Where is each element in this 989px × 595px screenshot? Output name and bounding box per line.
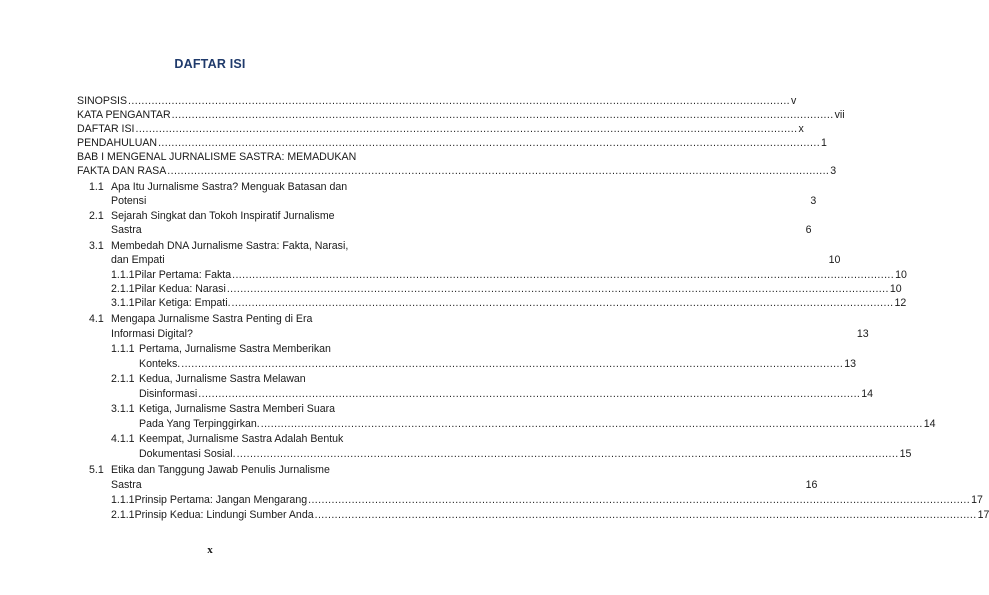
toc-entry-page: 17 <box>977 509 989 521</box>
toc-entry-label-line[interactable] <box>111 372 306 386</box>
dot-leader <box>261 417 923 431</box>
toc-entry-number: 4.1 <box>89 313 104 325</box>
toc-entry[interactable] <box>111 282 902 296</box>
toc-entry[interactable] <box>139 417 936 431</box>
toc-entry-label: dan Empati <box>111 254 165 266</box>
toc-entry-label-line[interactable] <box>89 180 347 194</box>
toc-entry[interactable] <box>139 357 857 371</box>
toc-entry-page: 13 <box>844 358 857 370</box>
toc-entry-number: 5.1 <box>89 464 104 476</box>
toc-entry-label: Pilar Ketiga: Empati. <box>134 297 231 309</box>
dot-leader <box>128 94 790 108</box>
toc-entry-number: 1.1.1 <box>111 343 135 355</box>
toc-entry-number: 2.1.1 <box>111 283 135 295</box>
toc-entry-label-line[interactable] <box>89 463 330 477</box>
toc-entry-page: v <box>791 95 797 107</box>
dot-leader <box>167 164 829 178</box>
toc-entry[interactable] <box>111 223 812 237</box>
toc-entry-page: 10 <box>889 283 902 295</box>
toc-entry-label: Mengapa Jurnalisme Sastra Penting di Era <box>111 313 313 325</box>
dot-leader <box>172 108 834 122</box>
toc-entry-label-line[interactable] <box>111 432 343 446</box>
toc-entry-page: 13 <box>856 328 869 340</box>
toc-entry-label: Membedah DNA Jurnalisme Sastra: Fakta, Narasi, <box>111 240 349 252</box>
toc-entry-label-line[interactable] <box>111 402 335 416</box>
toc-entry-page: vii <box>834 109 845 121</box>
dot-leader <box>315 508 977 522</box>
toc-entry[interactable] <box>77 136 827 150</box>
toc-entry-label: Ketiga, Jurnalisme Sastra Memberi Suara <box>139 403 336 415</box>
toc-entry-label: Pilar Kedua: Narasi <box>134 283 226 295</box>
toc-entry-number: 2.1 <box>89 210 104 222</box>
dot-leader <box>308 493 970 507</box>
toc-entry-label: DAFTAR ISI <box>77 123 135 135</box>
toc-entry[interactable] <box>139 387 874 401</box>
toc-entry-label: Sejarah Singkat dan Tokoh Inspiratif Jurnalisme <box>111 210 335 222</box>
toc-entry-page: 3 <box>830 165 837 177</box>
toc-entry-page: 17 <box>971 494 983 506</box>
page-number: x <box>207 544 213 556</box>
toc-entry-label: Pada Yang Terpinggirkan. <box>139 418 260 430</box>
toc-entry-label: Informasi Digital? <box>111 328 193 340</box>
toc-entry-label: KATA PENGANTAR <box>77 109 171 121</box>
toc-entry-page: 12 <box>894 297 907 309</box>
toc-entry-page: 14 <box>923 418 936 430</box>
toc-entry-page: x <box>798 123 804 135</box>
toc-entry-label: Keempat, Jurnalisme Sastra Adalah Bentuk <box>139 433 344 445</box>
toc-entry[interactable] <box>111 478 818 492</box>
toc-entry-label-line[interactable] <box>89 209 335 223</box>
toc-entry[interactable] <box>77 122 804 136</box>
toc-entry-label-line[interactable] <box>89 312 312 326</box>
toc-entry-label: PENDAHULUAN <box>77 137 158 149</box>
toc-entry-page: 14 <box>861 388 874 400</box>
toc-entry[interactable] <box>111 493 983 507</box>
toc-entry-page: 6 <box>805 224 812 236</box>
toc-entry-page: 3 <box>810 195 817 207</box>
toc-entry-number: 3.1 <box>89 240 104 252</box>
toc-entry-label: Potensi <box>111 195 147 207</box>
toc-entry-label: Sastra <box>111 479 142 491</box>
dot-leader <box>232 296 894 310</box>
toc-entry-page: 10 <box>828 254 841 266</box>
toc-entry-label: Prinsip Pertama: Jangan Mengarang <box>134 494 308 506</box>
toc-entry[interactable] <box>77 164 837 178</box>
toc-entry-label: SINOPSIS <box>77 95 128 107</box>
toc-entry-number: 4.1.1 <box>111 433 135 445</box>
toc-entry[interactable] <box>139 447 912 461</box>
toc-entry[interactable] <box>111 508 989 522</box>
toc-entry-number: 1.1.1 <box>111 494 135 506</box>
toc-entry-label-line[interactable] <box>89 239 348 253</box>
toc-entry-number: 1.1 <box>89 181 104 193</box>
toc-entry-number: 2.1.1 <box>111 509 135 521</box>
toc-entry[interactable] <box>111 194 817 208</box>
toc-entry[interactable] <box>111 296 907 310</box>
toc-entry-label-line[interactable]: BAB I MENGENAL JURNALISME SASTRA: MEMADUKAN <box>77 151 357 163</box>
toc-entry-label: Pilar Pertama: Fakta <box>134 269 232 281</box>
dot-leader <box>232 268 894 282</box>
toc-entry[interactable] <box>77 108 845 122</box>
toc-entry-page: 16 <box>805 479 818 491</box>
toc-entry-number: 3.1.1 <box>111 403 135 415</box>
dot-leader <box>135 122 797 136</box>
toc-entry[interactable] <box>111 327 869 341</box>
toc-entry[interactable] <box>111 253 841 267</box>
toc-entry-label: Dokumentasi Sosial. <box>139 448 236 460</box>
toc-entry-label: FAKTA DAN RASA <box>77 165 167 177</box>
dot-leader <box>237 447 899 461</box>
toc-entry-label: Apa Itu Jurnalisme Sastra? Menguak Batasan dan <box>111 181 348 193</box>
toc-entry-label: Etika dan Tanggung Jawab Penulis Jurnalisme <box>111 464 330 476</box>
toc-entry-page: 10 <box>895 269 907 281</box>
dot-leader <box>198 387 860 401</box>
dot-leader <box>227 282 889 296</box>
toc-entry-page: 15 <box>899 448 912 460</box>
toc-entry-label: Pertama, Jurnalisme Sastra Memberikan <box>139 343 331 355</box>
toc-entry-page: 1 <box>821 137 827 149</box>
toc-entry-label: Kedua, Jurnalisme Sastra Melawan <box>139 373 306 385</box>
toc-entry[interactable] <box>111 268 907 282</box>
dot-leader <box>181 357 843 371</box>
toc-entry-number: 3.1.1 <box>111 297 135 309</box>
toc-entry-label: Sastra <box>111 224 142 236</box>
toc-entry-number: 2.1.1 <box>111 373 135 385</box>
toc-entry-label: Prinsip Kedua: Lindungi Sumber Anda <box>134 509 314 521</box>
toc-entry-number: 1.1.1 <box>111 269 135 281</box>
dot-leader <box>158 136 820 150</box>
toc-entry-label-line[interactable] <box>111 342 331 356</box>
toc-entry-label: Konteks. <box>139 358 181 370</box>
toc-entry-label: Disinformasi <box>139 388 198 400</box>
toc-entry[interactable] <box>77 94 797 108</box>
page-title: DAFTAR ISI <box>174 57 246 71</box>
